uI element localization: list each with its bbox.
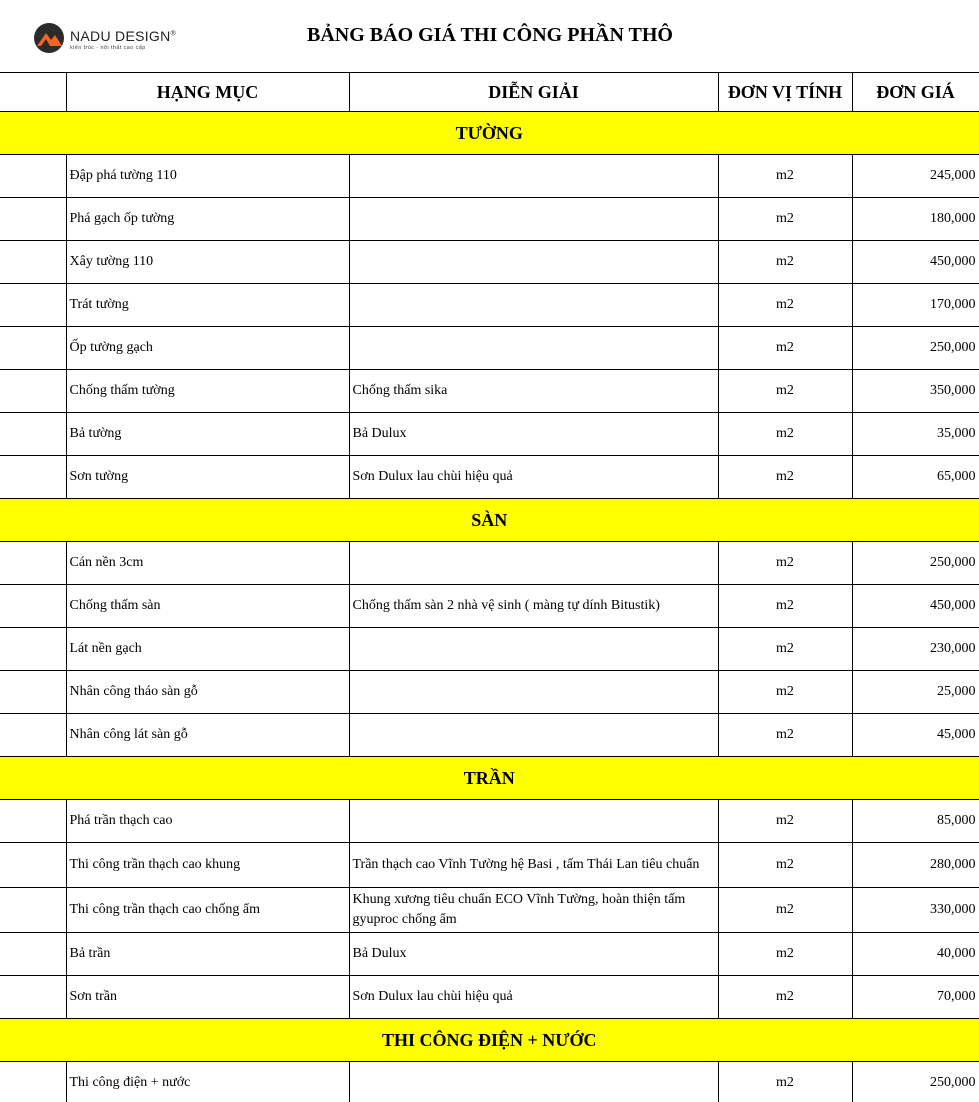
description-cell xyxy=(349,284,718,327)
table-row xyxy=(0,628,979,671)
price-cell: 350,000 xyxy=(852,370,979,413)
table-row xyxy=(0,327,979,370)
table-row xyxy=(0,714,979,757)
table-row xyxy=(0,155,979,198)
price-cell: 230,000 xyxy=(852,628,979,671)
unit-cell: m2 xyxy=(718,1062,852,1102)
table-row xyxy=(0,585,979,628)
table-row xyxy=(0,933,979,976)
description-cell: Chống thấm sàn 2 nhà vệ sinh ( màng tự dính Bitustik) xyxy=(349,585,718,628)
description-cell xyxy=(349,1062,718,1102)
row-blank-cell xyxy=(0,413,66,456)
price-cell: 450,000 xyxy=(852,585,979,628)
row-blank-cell xyxy=(0,714,66,757)
item-cell: Chống thấm tường xyxy=(66,370,349,413)
row-blank-cell xyxy=(0,241,66,284)
unit-cell: m2 xyxy=(718,413,852,456)
table-row xyxy=(0,800,979,843)
brand-name: NADU DESIGN® xyxy=(70,28,177,44)
table-body xyxy=(0,112,979,1102)
unit-cell: m2 xyxy=(718,155,852,198)
item-cell: Nhân công tháo sàn gỗ xyxy=(66,671,349,714)
price-cell: 280,000 xyxy=(852,843,979,888)
header-description: DIỄN GIẢI xyxy=(349,73,718,112)
unit-cell: m2 xyxy=(718,198,852,241)
row-blank-cell xyxy=(0,976,66,1019)
table-row xyxy=(0,843,979,888)
description-cell xyxy=(349,714,718,757)
item-cell: Bả tường xyxy=(66,413,349,456)
description-cell xyxy=(349,671,718,714)
header-unit: ĐƠN VỊ TÍNH xyxy=(718,73,852,112)
section-row xyxy=(0,112,979,155)
description-cell: Chống thấm sika xyxy=(349,370,718,413)
unit-cell: m2 xyxy=(718,800,852,843)
description-cell xyxy=(349,542,718,585)
description-cell: Trần thạch cao Vĩnh Tường hệ Basi , tấm Thái Lan tiêu chuẩn xyxy=(349,843,718,888)
header-blank xyxy=(0,73,66,112)
unit-cell: m2 xyxy=(718,241,852,284)
item-cell: Đập phá tường 110 xyxy=(66,155,349,198)
description-cell: Sơn Dulux lau chùi hiệu quả xyxy=(349,456,718,499)
unit-cell: m2 xyxy=(718,933,852,976)
price-cell: 45,000 xyxy=(852,714,979,757)
page-header xyxy=(0,0,979,72)
description-cell: Bả Dulux xyxy=(349,413,718,456)
item-cell: Thi công điện + nước xyxy=(66,1062,349,1102)
table-header-row xyxy=(0,73,979,112)
price-cell: 35,000 xyxy=(852,413,979,456)
unit-cell: m2 xyxy=(718,370,852,413)
description-cell xyxy=(349,327,718,370)
price-cell: 25,000 xyxy=(852,671,979,714)
price-cell: 250,000 xyxy=(852,327,979,370)
unit-cell: m2 xyxy=(718,888,852,933)
price-cell: 180,000 xyxy=(852,198,979,241)
section-title: TƯỜNG xyxy=(0,112,979,155)
item-cell: Phá gạch ốp tường xyxy=(66,198,349,241)
description-cell xyxy=(349,800,718,843)
row-blank-cell xyxy=(0,800,66,843)
table-row xyxy=(0,671,979,714)
brand-tagline: kiến trúc - nội thất cao cấp xyxy=(70,45,146,51)
price-cell: 250,000 xyxy=(852,542,979,585)
price-cell: 85,000 xyxy=(852,800,979,843)
item-cell: Ốp tường gạch xyxy=(66,327,349,370)
table-row xyxy=(0,241,979,284)
row-blank-cell xyxy=(0,585,66,628)
description-cell xyxy=(349,198,718,241)
row-blank-cell xyxy=(0,671,66,714)
unit-cell: m2 xyxy=(718,714,852,757)
item-cell: Thi công trần thạch cao khung xyxy=(66,843,349,888)
item-cell: Chống thấm sàn xyxy=(66,585,349,628)
section-title: THI CÔNG ĐIỆN + NƯỚC xyxy=(0,1019,979,1062)
item-cell: Sơn trần xyxy=(66,976,349,1019)
description-cell: Sơn Dulux lau chùi hiệu quả xyxy=(349,976,718,1019)
table-row xyxy=(0,1062,979,1102)
row-blank-cell xyxy=(0,198,66,241)
row-blank-cell xyxy=(0,843,66,888)
row-blank-cell xyxy=(0,155,66,198)
price-table xyxy=(0,72,979,1102)
item-cell: Nhân công lát sàn gỗ xyxy=(66,714,349,757)
item-cell: Phá trần thạch cao xyxy=(66,800,349,843)
item-cell: Trát tường xyxy=(66,284,349,327)
description-cell xyxy=(349,241,718,284)
unit-cell: m2 xyxy=(718,585,852,628)
price-cell: 70,000 xyxy=(852,976,979,1019)
unit-cell: m2 xyxy=(718,976,852,1019)
row-blank-cell xyxy=(0,888,66,933)
unit-cell: m2 xyxy=(718,456,852,499)
header-item: HẠNG MỤC xyxy=(66,73,349,112)
price-cell: 245,000 xyxy=(852,155,979,198)
row-blank-cell xyxy=(0,1062,66,1102)
description-cell: Bả Dulux xyxy=(349,933,718,976)
table-row xyxy=(0,542,979,585)
row-blank-cell xyxy=(0,284,66,327)
logo-mountain-icon xyxy=(32,22,66,54)
item-cell: Bả trần xyxy=(66,933,349,976)
row-blank-cell xyxy=(0,933,66,976)
price-cell: 450,000 xyxy=(852,241,979,284)
item-cell: Thi công trần thạch cao chống ẩm xyxy=(66,888,349,933)
table-row xyxy=(0,413,979,456)
row-blank-cell xyxy=(0,542,66,585)
price-cell: 330,000 xyxy=(852,888,979,933)
brand-logo xyxy=(32,22,202,58)
section-title: TRẦN xyxy=(0,757,979,800)
document-title: BẢNG BÁO GIÁ THI CÔNG PHẦN THÔ xyxy=(307,24,673,46)
table-row xyxy=(0,976,979,1019)
unit-cell: m2 xyxy=(718,671,852,714)
row-blank-cell xyxy=(0,628,66,671)
header-price: ĐƠN GIÁ xyxy=(852,73,979,112)
unit-cell: m2 xyxy=(718,843,852,888)
description-cell xyxy=(349,155,718,198)
table-row xyxy=(0,888,979,933)
unit-cell: m2 xyxy=(718,327,852,370)
unit-cell: m2 xyxy=(718,628,852,671)
price-cell: 40,000 xyxy=(852,933,979,976)
section-row xyxy=(0,1019,979,1062)
section-row xyxy=(0,499,979,542)
row-blank-cell xyxy=(0,327,66,370)
table-row xyxy=(0,456,979,499)
table-row xyxy=(0,370,979,413)
unit-cell: m2 xyxy=(718,542,852,585)
section-row xyxy=(0,757,979,800)
item-cell: Xây tường 110 xyxy=(66,241,349,284)
item-cell: Lát nền gạch xyxy=(66,628,349,671)
unit-cell: m2 xyxy=(718,284,852,327)
row-blank-cell xyxy=(0,456,66,499)
row-blank-cell xyxy=(0,370,66,413)
item-cell: Cán nền 3cm xyxy=(66,542,349,585)
price-cell: 250,000 xyxy=(852,1062,979,1102)
table-row xyxy=(0,198,979,241)
description-cell xyxy=(349,628,718,671)
table-row xyxy=(0,284,979,327)
item-cell: Sơn tường xyxy=(66,456,349,499)
section-title: SÀN xyxy=(0,499,979,542)
price-cell: 170,000 xyxy=(852,284,979,327)
description-cell: Khung xương tiêu chuẩn ECO Vĩnh Tường, hoàn thiện tấm gyuproc chống ẩm xyxy=(349,888,718,933)
price-cell: 65,000 xyxy=(852,456,979,499)
